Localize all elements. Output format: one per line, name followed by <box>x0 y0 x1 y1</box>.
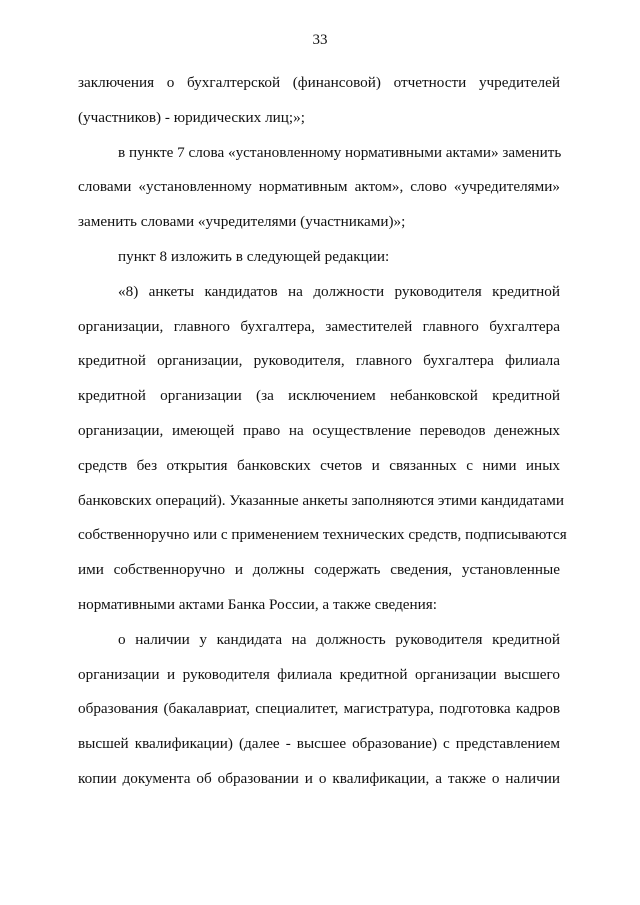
text-line: пункт 8 изложить в следующей редакции: <box>118 247 390 265</box>
text-line: нормативными актами Банка России, а также сведения: <box>78 595 438 613</box>
page-number: 33 <box>312 32 328 48</box>
text-line: словами «установленному нормативным актом», слово «учредителями» <box>78 178 560 196</box>
text-line: организации, главного бухгалтера, заместителей главного бухгалтера <box>78 317 560 335</box>
text-line: о наличии у кандидата на должность руководителя кредитной <box>118 630 560 648</box>
text-line: заменить словами «учредителями (участниками)»; <box>78 213 406 231</box>
paragraph-point-8-intro <box>78 240 560 275</box>
text-line: в пункте 7 слова «установленному нормативными актами» заменить <box>118 143 562 161</box>
paragraph-point-7 <box>78 136 560 240</box>
text-line: кредитной организации (за исключением небанковской кредитной <box>78 387 560 405</box>
text-line: организации, имеющей право на осуществление переводов денежных <box>78 421 560 439</box>
paragraph-higher-education <box>78 623 560 797</box>
text-line: собственноручно или с применением технических средств, подписываются <box>78 526 567 544</box>
paragraph-auditor-report <box>78 66 560 136</box>
text-line: кредитной организации, руководителя, главного бухгалтера филиала <box>78 352 560 370</box>
text-line: организации и руководителя филиала кредитной организации высшего <box>78 665 560 683</box>
text-line: ими собственноручно и должны содержать сведения, установленные <box>78 561 560 579</box>
paragraph-point-8-text <box>78 275 567 623</box>
text-line: банковских операций). Указанные анкеты заполняются этими кандидатами <box>78 491 564 509</box>
text-line: образования (бакалавриат, специалитет, магистратура, подготовка кадров <box>78 700 560 718</box>
text-line: средств без открытия банковских счетов и связанных с ними иных <box>78 456 560 474</box>
text-line: высшей квалификации) (далее - высшее образование) с представлением <box>78 735 560 753</box>
text-line: копии документа об образовании и о квалификации, а также о наличии <box>78 769 560 787</box>
document-body <box>78 66 567 797</box>
text-line: заключения о бухгалтерской (финансовой) отчетности учредителей <box>78 74 560 91</box>
text-line: «8) анкеты кандидатов на должности руководителя кредитной <box>118 282 560 300</box>
text-line: (участников) - юридических лиц;»; <box>78 108 305 126</box>
